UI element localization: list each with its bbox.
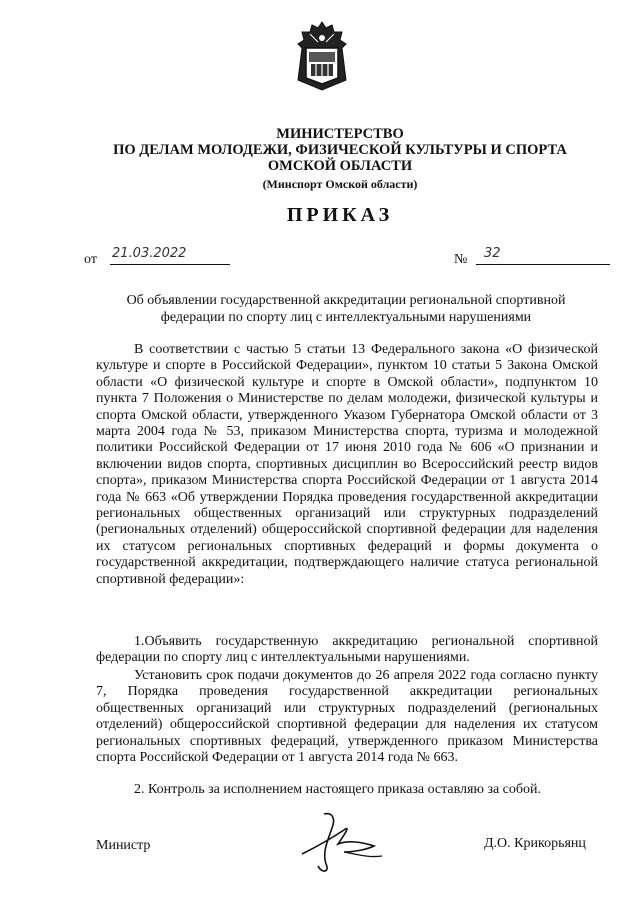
signatory-name: Д.О. Крикорьянц: [484, 836, 586, 851]
paragraph-item-2: 2. Контроль за исполнением настоящего приказа оставляю за собой.: [134, 782, 542, 797]
document-subject: Об объявлении государственной аккредитации региональной спортивной федерации по спорту лиц с интеллектуальными нарушениями: [126, 293, 566, 325]
signatory-position: Министр: [96, 838, 151, 853]
ministry-line-2: ПО ДЕЛАМ МОЛОДЕЖИ, ФИЗИЧЕСКОЙ КУЛЬТУРЫ И СПОРТА: [113, 142, 567, 158]
ministry-abbrev: (Минспорт Омской области): [262, 177, 418, 191]
coat-of-arms-icon: [296, 20, 348, 92]
signature-icon: [292, 808, 392, 878]
date-label: от: [84, 252, 97, 267]
number-label: №: [454, 252, 468, 267]
paragraph-item-1: 1.Объявить государственную аккредитацию региональной спортивной федерации по спорту лиц с интеллектуальными нарушениями.: [96, 634, 598, 666]
paragraph-deadline: Установить срок подачи документов до 26 апреля 2022 года согласно пункту 7, Порядка проведения государственной аккредитации региональных общественных организаций или структурных подразделений (региональных отделений) общероссийской спортивной федерации для наделения их статусом региональных спортивных федераций, утвержденного приказом Министерства спорта Российской Федерации от 1 августа 2014 года № 663.: [96, 668, 598, 766]
paragraph-preamble: В соответствии с частью 5 статьи 13 Федерального закона «О физической культуре и спорте в Российской Федерации», пунктом 10 статьи 5 Закона Омской области «О физической культуре и спорте в Омской области», подпунктом 10 пункта 7 Положения о Министерстве по делам молодежи, физической культуры и спорта Омской области, утвержденного Указом Губернатора Омской области от 3 марта 2004 года № 53, приказом Министерства спорта, туризма и молодежной политики Российской Федерации от 17 июня 2010 года № 606 «О признании и включении видов спорта, спортивных дисциплин во Всероссийский реестр видов спорта», приказом Министерства спорта Российской Федерации от 1 августа 2014 года № 663 «Об утверждении Порядка проведения государственной аккредитации региональных общественных организаций или структурных подразделений (региональных отделений) общероссийской спортивной федерации для наделения их статусом региональных спортивных федераций и формы документа о государственной аккредитации, подтверждающего наличие статуса региональной спортивной федерации»:: [96, 342, 598, 587]
number-value: 32: [476, 246, 610, 265]
ministry-line-3: ОМСКОЙ ОБЛАСТИ: [267, 158, 413, 174]
document-title: ПРИКАЗ: [286, 204, 394, 226]
date-value: 21.03.2022: [110, 246, 230, 265]
ministry-line-1: МИНИСТЕРСТВО: [276, 126, 404, 142]
